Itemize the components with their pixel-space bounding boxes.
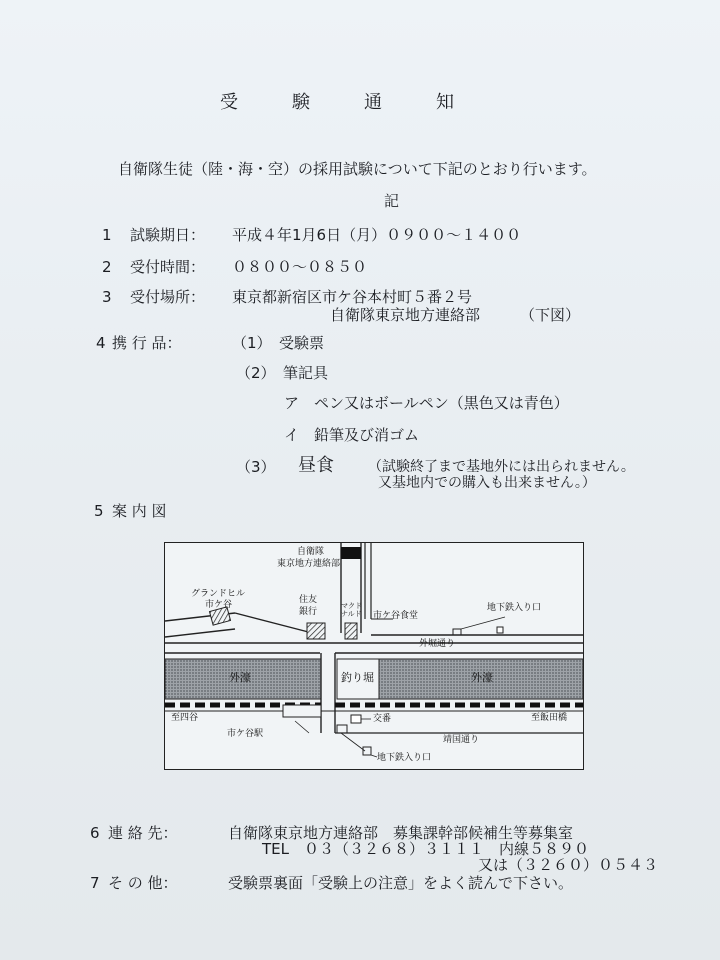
- map-label-mac2: ナルド: [341, 610, 362, 618]
- item-6-tel: TEL ０３（３２６８）３１１１ 内線５８９０: [262, 840, 589, 858]
- map-label-iidabashi: 至飯田橋: [531, 713, 568, 723]
- map-label-moat-left: 外濠: [229, 671, 251, 684]
- page-title: 受 験 通 知: [220, 92, 456, 113]
- item-4-sub3: （3）: [236, 458, 276, 476]
- koban-marker: [351, 715, 361, 723]
- item-4-lunch-note: （試験終了まで基地外には出られません。: [368, 459, 635, 475]
- map-label-subway2: 地下鉄入り口: [377, 753, 432, 763]
- item-1-label: 試験期日：: [130, 226, 206, 244]
- map-label-station: 市ケ谷駅: [227, 729, 264, 739]
- item-2-number: 2: [102, 258, 112, 276]
- item-4-label: 携 行 品：: [112, 334, 182, 352]
- item-3-office: 自衛隊東京地方連絡部: [330, 306, 481, 324]
- item-5-number: 5: [94, 502, 104, 520]
- ki-heading: 記: [384, 192, 400, 210]
- item-5-label: 案 内 図: [112, 502, 167, 520]
- lead-sentence: 自衛隊生徒（陸・海・空）の採用試験について下記のとおり行います。: [118, 160, 597, 178]
- item-4-sub1: （1） 受験票: [232, 334, 325, 352]
- map-label-yasukuni: 靖国通り: [443, 735, 480, 745]
- map-label-shokudo: 市ケ谷食堂: [373, 611, 419, 621]
- map-label-sumitomo1: 住友: [299, 595, 318, 605]
- item-6-value: 自衛隊東京地方連絡部 募集課幹部候補生等募集室: [228, 824, 574, 842]
- guide-map: [164, 542, 584, 770]
- item-4-sub2: （2） 筆記具: [236, 364, 329, 382]
- subway-entrance-2: [363, 747, 371, 755]
- item-7-number: 7: [90, 874, 100, 892]
- map-label-koban: 交番: [373, 714, 392, 724]
- map-label-sumitomo2: 銀行: [299, 607, 318, 617]
- item-6-label: 連 絡 先：: [108, 824, 178, 842]
- station-marker: [283, 705, 321, 717]
- item-6-tel2: 又は（３２６０）０５４３: [478, 856, 659, 874]
- item-3-number: 3: [102, 288, 112, 306]
- mcdonalds-building: [345, 623, 357, 639]
- item-3-label: 受付場所：: [130, 288, 206, 306]
- map-label-sotobori-dori: 外堀通り: [419, 639, 456, 649]
- map-label-grand2: 市ケ谷: [205, 600, 233, 610]
- item-7-value: 受験票裏面「受験上の注意」をよく読んで下さい。: [228, 874, 574, 892]
- map-label-mac1: マクド: [341, 602, 362, 610]
- item-6-number: 6: [90, 824, 100, 842]
- item-3-note: （下図）: [520, 306, 581, 324]
- map-label-grand1: グランドヒル: [191, 589, 246, 599]
- map-label-fishing-pond: 釣り堀: [341, 671, 374, 684]
- sumitomo-building: [307, 623, 325, 639]
- map-label-moat-right: 外濠: [471, 671, 493, 684]
- item-4-sub2b: イ 鉛筆及び消ゴム: [284, 426, 420, 444]
- item-4-lunch: 昼食: [298, 455, 334, 476]
- item-4-sub2a: ア ペン又はボールペン（黒色又は青色）: [284, 394, 569, 412]
- map-label-hq1: 自衛隊: [297, 547, 325, 557]
- map-label-hq2: 東京地方連絡部: [277, 559, 341, 569]
- map-label-subway1: 地下鉄入り口: [487, 603, 542, 613]
- item-7-label: そ の 他：: [108, 874, 178, 892]
- item-2-value: ０８００〜０８５０: [232, 258, 368, 276]
- subway-entrance-1: [453, 629, 461, 635]
- item-4-lunch-note2: 又基地内での購入も出来ません。）: [378, 475, 596, 491]
- item-2-label: 受付時間：: [130, 258, 206, 276]
- map-label-yotsuya: 至四谷: [171, 713, 199, 723]
- item-1-number: 1: [102, 226, 112, 244]
- item-4-number: 4: [96, 334, 106, 352]
- hq-marker: [341, 547, 361, 559]
- item-3-address: 東京都新宿区市ケ谷本村町５番２号: [232, 288, 473, 306]
- item-1-value: 平成４年1月6日（月）０９００〜１４００: [232, 226, 522, 244]
